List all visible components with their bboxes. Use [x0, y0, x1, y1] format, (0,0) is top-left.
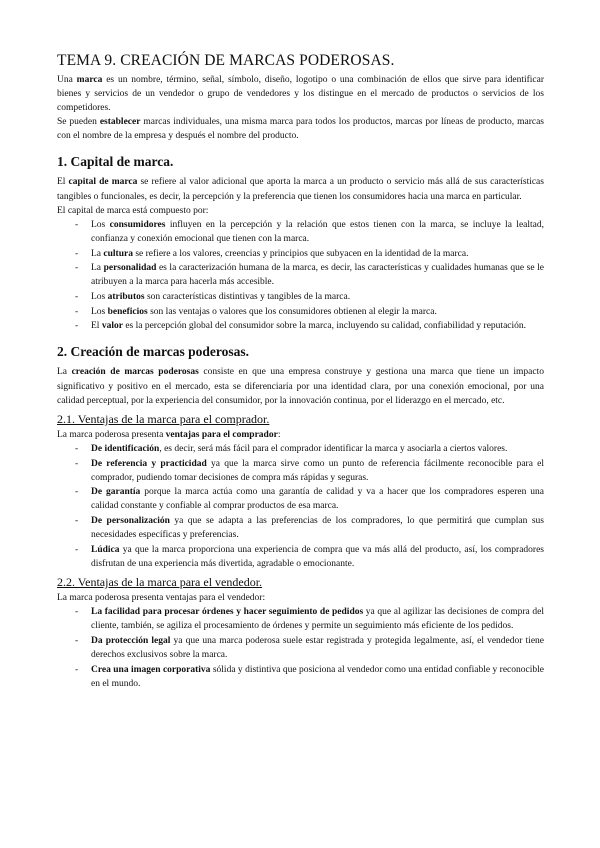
intro-paragraph: Una marca es un nombre, término, señal, símbolo, diseño, logotipo o una combinación de ellos que sirve para identificar bienes y servicios de un vendedor o grupo de vendedores y los distingue en el mercado de productos o servicios de los competidores.	[57, 75, 544, 114]
section-paragraph: La creación de marcas poderosas consiste en que una empresa construye y gestiona una marca que tiene un impacto significativo y positivo en el mercado, esta se diferenciaría por una identidad clara, por una conexión emocional, por una calidad perceptual, por la experiencia del consumidor, por la innovación continua, por el liderazgo en el mercado, etc.	[57, 367, 544, 406]
list-item: - La personalidad es la caracterización humana de la marca, es decir, las características y cualidades humanas que se le atribuyen a la marca para hacerla más accesible.	[75, 263, 544, 288]
section-heading: 1. Capital de marca.	[57, 154, 174, 170]
list-item: - La cultura se refiere a los valores, creencias y principios que subyacen en la identidad de la marca.	[75, 248, 469, 259]
bullet-list	[57, 218, 544, 334]
section-paragraph: El capital de marca se refiere al valor adicional que aporta la marca a un producto o servicio más allá de sus características tangibles o funcionales, es decir, la percepción y la preferencia que tienen los consumidores hacia una marca en particular.	[57, 177, 544, 202]
list-item: - De personalización ya que se adapta a las preferencias de los compradores, lo que permitirá que cumplan sus necesidades específicas y preferencias.	[75, 516, 544, 541]
list-item: - De referencia y practicidad ya que la marca sirve como un punto de referencia fácilmente reconocible para el comprador, pudiendo tomar decisiones de compra más rápidas y seguras.	[75, 458, 545, 483]
list-item: - Da protección legal ya que una marca poderosa suele estar registrada y protegida legalmente, así, el vendedor tiene derechos exclusivos sobre la marca.	[75, 635, 545, 661]
subsection-heading: 2.2. Ventajas de la marca para el vendedor.	[57, 575, 263, 590]
list-item: - Crea una imagen corporativa sólida y distintiva que posiciona al vendedor como una entidad confiable y reconocible en el mundo.	[75, 664, 544, 689]
list-item: - Los consumidores influyen en la percepción y la relación que estos tienen con la marca, se incluye la lealtad, confianza y conexión emocional que tienen con la marca.	[75, 219, 545, 244]
list-item: - El valor es la percepción global del consumidor sobre la marca, incluyendo su calidad, confiabilidad y reputación.	[75, 321, 527, 332]
subsection-heading: 2.1. Ventajas de la marca para el comprador.	[57, 411, 270, 426]
list-item: - De garantía porque la marca actúa como una garantía de calidad y va a hacer que los compradores esperen una calidad constante y confiable al comprar productos de esa marca.	[75, 487, 544, 512]
list-item: - La facilidad para procesar órdenes y hacer seguimiento de pedidos ya que al agilizar las decisiones de compra del cliente, también, se agiliza el procesamiento de órdenes y permite un seguimiento más eficiente de los pedidos.	[75, 607, 544, 632]
section-heading: 2. Creación de marcas poderosas.	[57, 344, 249, 360]
bullet-list	[57, 605, 544, 691]
list-item: - Los atributos son características distintivas y tangibles de la marca.	[75, 292, 351, 302]
intro-paragraph: Se pueden establecer marcas individuales, una misma marca para todos los productos, marcas por líneas de producto, marcas con el nombre de la empresa y después el nombre del producto.	[57, 117, 545, 142]
page-title: TEMA 9. CREACIÓN DE MARCAS PODEROSAS.	[57, 52, 395, 69]
list-lead: La marca poderosa presenta ventajas para el vendedor:	[57, 593, 266, 604]
list-lead: La marca poderosa presenta ventajas para el comprador:	[57, 429, 281, 440]
bullet-list	[57, 442, 544, 571]
list-item: - Lúdica ya que la marca proporciona una experiencia de compra que va más allá del producto, así, los compradores disfrutan de una experiencia más divertida, agradable o emocionante.	[75, 544, 544, 569]
list-lead: El capital de marca está compuesto por:	[57, 205, 209, 216]
list-item: - De identificación, es decir, será más fácil para el comprador identificar la marca y asociarla a ciertos valores.	[75, 443, 508, 454]
list-item: - Los beneficios son las ventajas o valores que los consumidores obtienen al elegir la marca.	[75, 306, 437, 317]
